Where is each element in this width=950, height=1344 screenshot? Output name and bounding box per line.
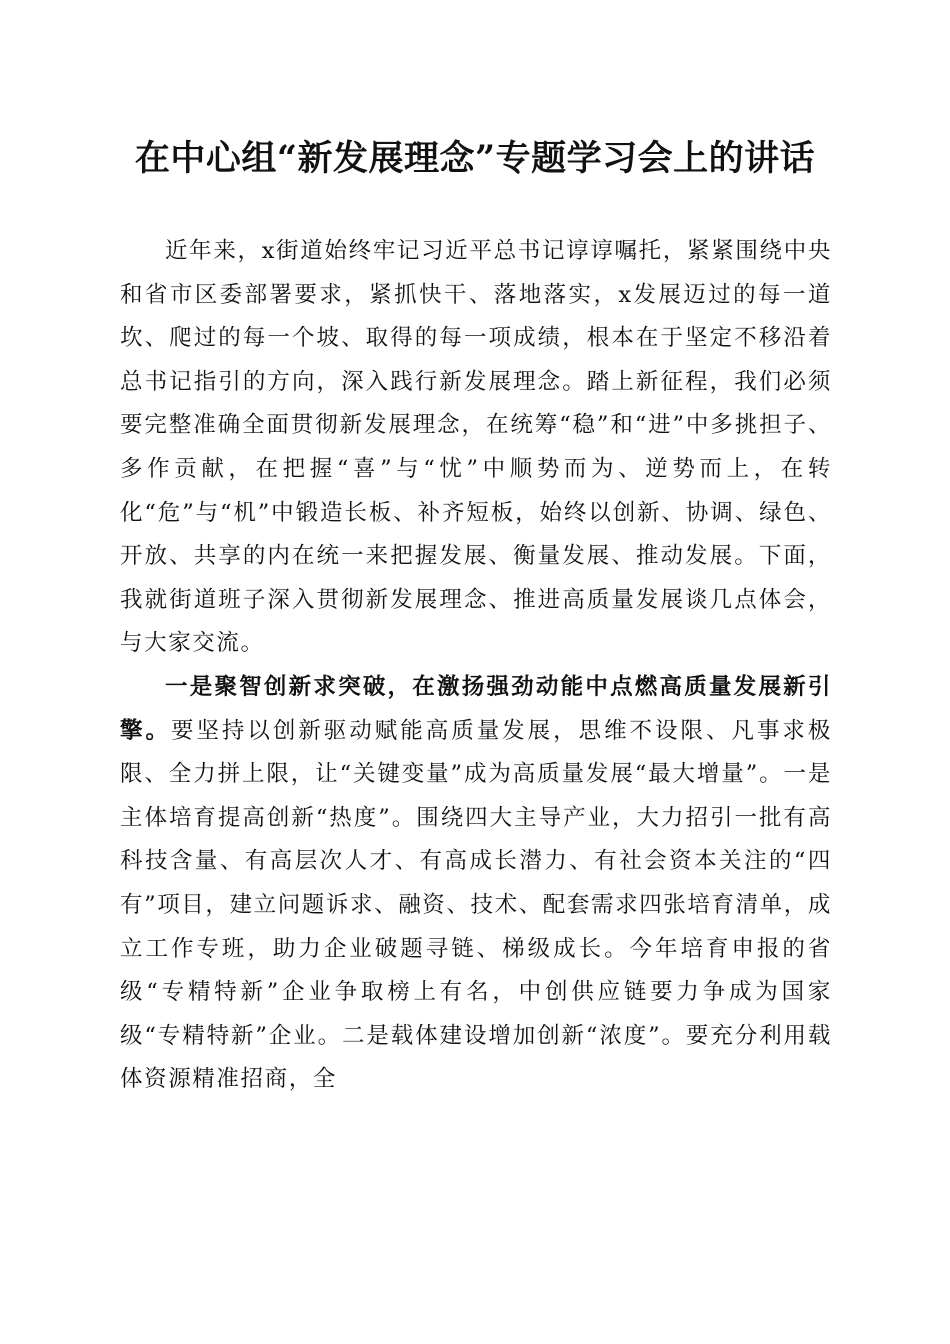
paragraph-intro-text: 近年来，x街道始终牢记习近平总书记谆谆嘱托，紧紧围绕中央和省市区委部署要求，紧抓快干、落地落实，x发展迈过的每一道坎、爬过的每一个坡、取得的每一项成绩，根本在于坚定不移沿着总书记指引的方向，深入践行新发展理念。踏上新征程，我们必须要完整准确全面贯彻新发展理念，在统筹“稳”和“进”中多挑担子、多作贡献，在把握“喜”与“忧”中顺势而为、逆势而上，在转化“危”与“机”中锻造长板、补齐短板，始终以创新、协调、绿色、开放、共享的内在统一来把握发展、衡量发展、推动发展。下面，我就街道班子深入贯彻新发展理念、推进高质量发展谈几点体会，与大家交流。 [120, 238, 832, 657]
page-title: 在中心组“新发展理念”专题学习会上的讲话 [134, 138, 816, 179]
paragraph-point-one-lead: 一是聚智创新求突破，在激扬强劲动能中点燃高质量发展新引擎。 [120, 673, 832, 744]
paragraph-point-one-text: 要坚持以创新驱动赋能高质量发展，思维不设限、凡事求极限、全力拼上限，让“关键变量”成为高质量发展“最大增量”。一是主体培育提高创新“热度”。围绕四大主导产业，大力招引一批有高科技含量、有高层次人才、有高成长潜力、有社会资本关注的“四有”项目，建立问题诉求、融资、技术、配套需求四张培育清单，成立工作专班，助力企业破题寻链、梯级成长。今年培育申报的省级“专精特新”企业争取榜上有名，中创供应链要力争成为国家级“专精特新”企业。二是载体建设增加创新“浓度”。要充分利用载体资源精准招商，全 [120, 717, 833, 1093]
document-body [120, 230, 832, 1102]
paragraph-point-one [120, 666, 832, 1102]
paragraph-intro [120, 230, 832, 666]
